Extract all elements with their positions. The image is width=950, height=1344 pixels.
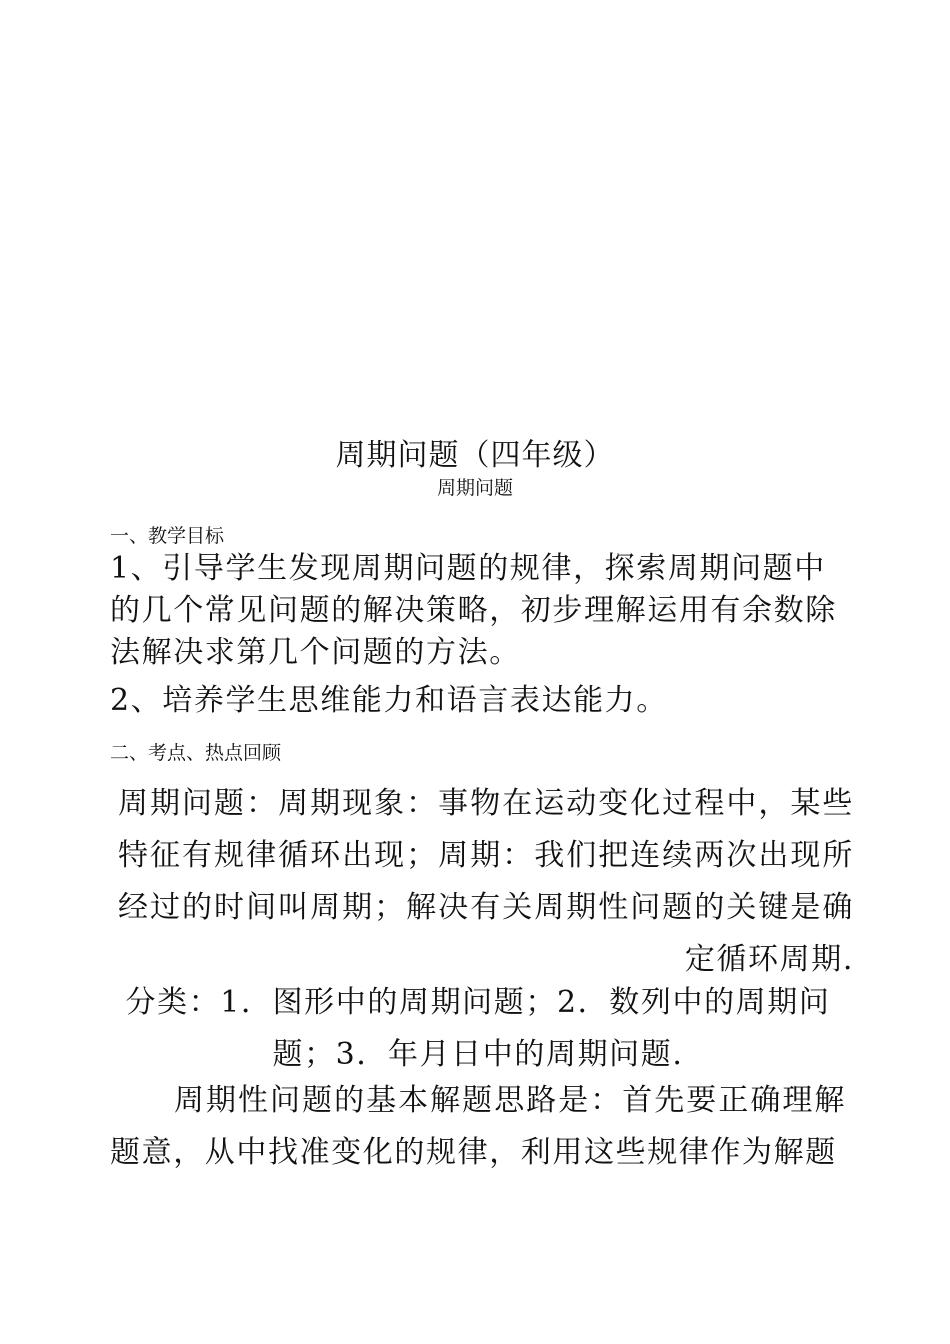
document-title: 周期问题（四年级）: [335, 438, 615, 473]
section-heading-key-points-review: 二、考点、热点回顾: [110, 742, 282, 764]
method-paragraph: 周期性问题的基本解题思路是：首先要正确理解题意，从中找准变化的规律，利用这些规律作为解题: [110, 1083, 846, 1170]
section-heading-teaching-goals: 一、教学目标: [110, 525, 225, 547]
goal-item-1: 1、引导学生发现周期问题的规律，探索周期问题中的几个常见问题的解决策略，初步理解运用有余数除法解决求第几个问题的方法。: [110, 551, 837, 670]
classification-paragraph: 分类：1．图形中的周期问题；2．数列中的周期问题；3．年月日中的周期问题.: [125, 985, 831, 1072]
review-paragraph: 周期问题：周期现象：事物在运动变化过程中，某些特征有规律循环出现；周期：我们把连续两次出现所经过的时间叫周期；解决有关周期性问题的关键是确定循环周期.: [118, 786, 854, 977]
goal-item-2: 2、培养学生思维能力和语言表达能力。: [110, 683, 668, 718]
document-subtitle: 周期问题: [436, 477, 513, 499]
